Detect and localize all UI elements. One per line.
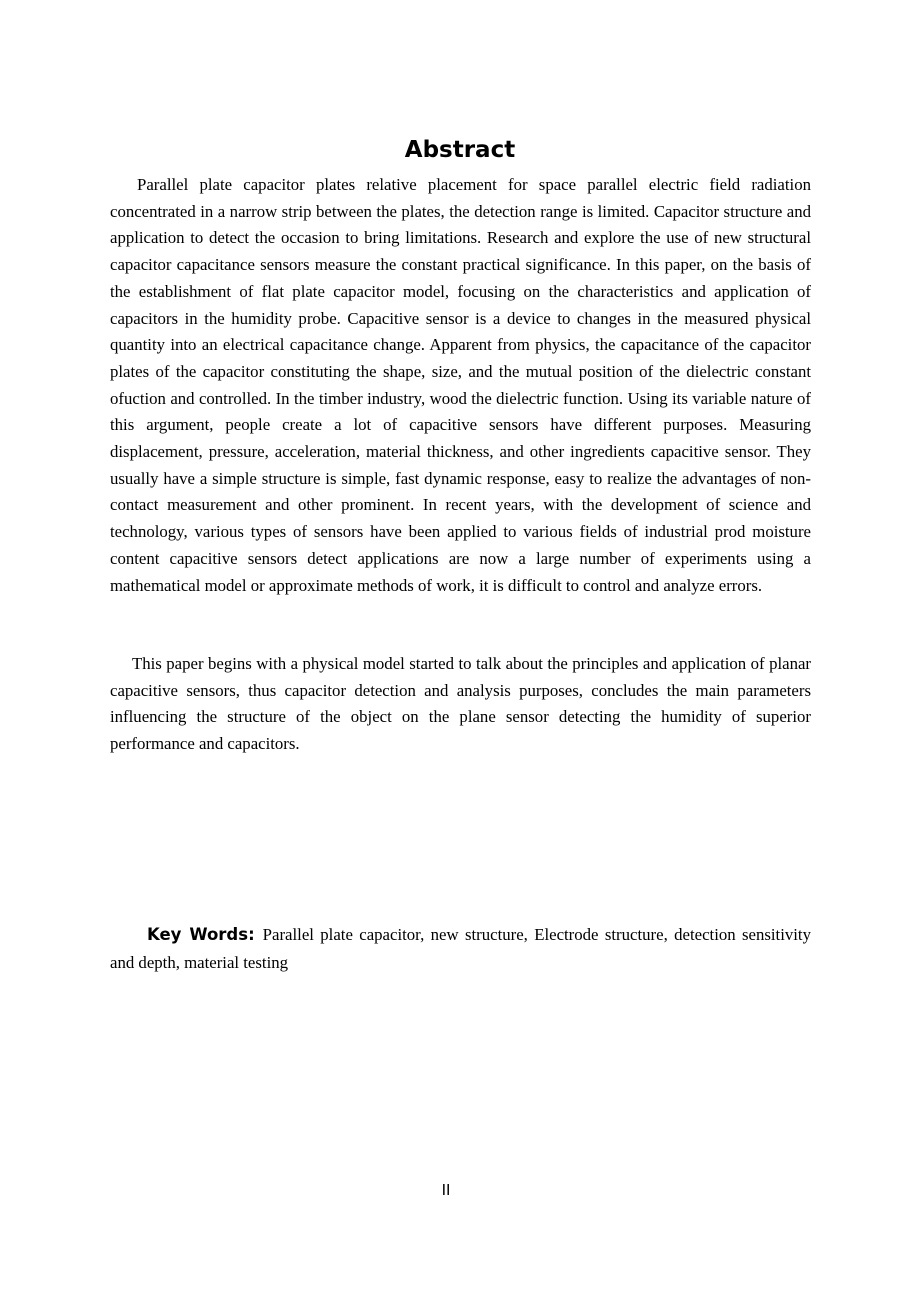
keywords-section [110,921,811,977]
page-number: II [441,1181,451,1199]
abstract-paragraph-1: Parallel plate capacitor plates relative placement for space parallel electric field radiation concentrated in a narrow strip between the plates, the detection range is limited. Capacitor structure and application to detect the occasion to bring limitations. Research and explore the use of new structural capacitor capacitance sensors measure the constant practical significance. In this paper, on the basis of the establishment of flat plate capacitor model, focusing on the characteristics and application of capacitors in the humidity probe. Capacitive sensor is a device to changes in the measured physical quantity into an electrical capacitance change. Apparent from physics, the capacitance of the capacitor plates of the capacitor constituting the shape, size, and the mutual position of the dielectric constant ofuction and controlled. In the timber industry, wood the dielectric function. Using its variable nature of this argument, people create a lot of capacitive sensors have different purposes. Measuring displacement, pressure, acceleration, material thickness, and other ingredients capacitive sensor. They usually have a simple structure is simple, fast dynamic response, easy to realize the advantages of non-contact measurement and other prominent. In recent years, with the development of science and technology, various types of sensors have been applied to various fields of industrial prod moisture content capacitive sensors detect applications are now a large number of experiments using a mathematical model or approximate methods of work, it is difficult to control and analyze errors. [110,175,811,595]
keywords-label: Key Words: [147,925,255,944]
abstract-paragraph-2: This paper begins with a physical model started to talk about the principles and application of planar capacitive sensors, thus capacitor detection and analysis purposes, concludes the main parameters influencing the structure of the object on the plane sensor detecting the humidity of superior performance and capacitors. [110,654,811,754]
keywords-text: Parallel plate capacitor, new structure, Electrode structure, detection sensitivity and depth, material testing [110,925,811,972]
abstract-title: Abstract [404,137,516,163]
